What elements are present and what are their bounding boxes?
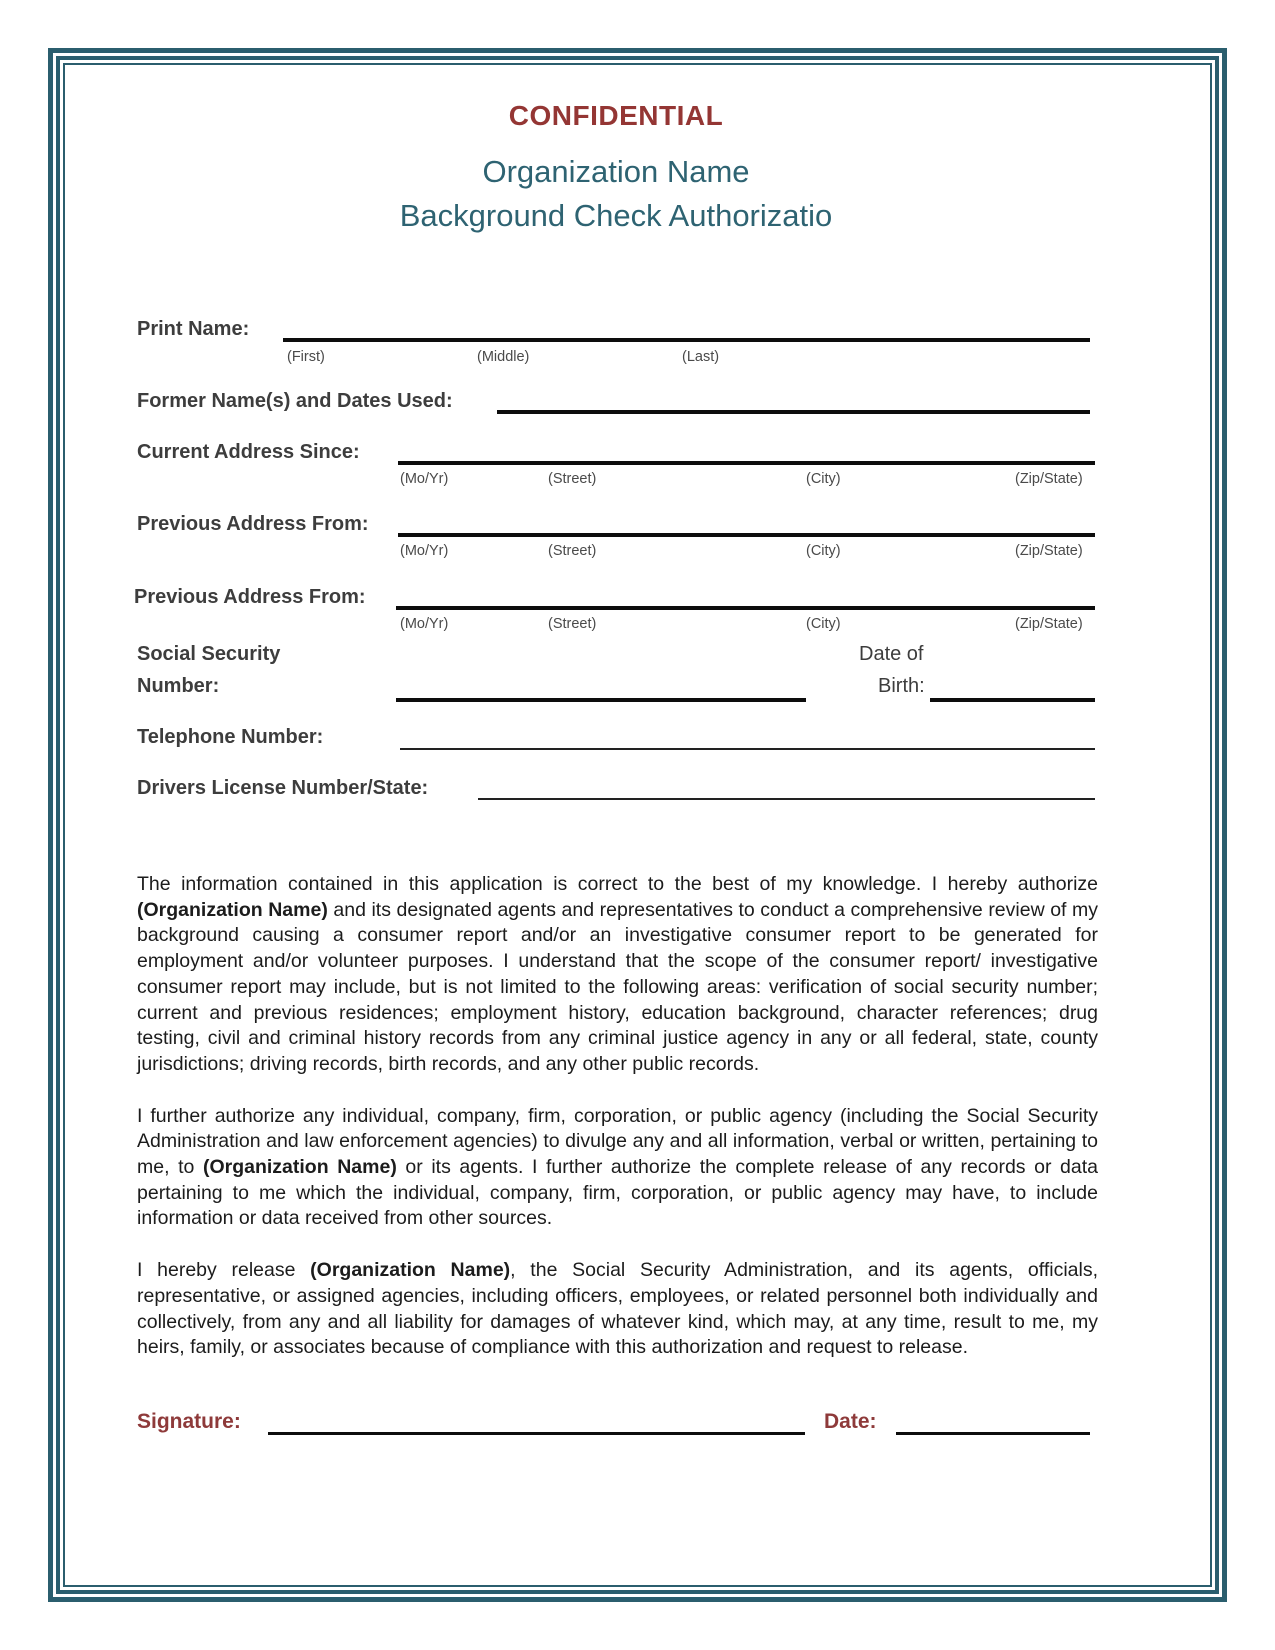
previous-address-2-street-sublabel: (Street) bbox=[548, 616, 597, 632]
ssn-label-line2: Number: bbox=[137, 675, 220, 697]
previous-address-2-blank[interactable] bbox=[396, 606, 1095, 610]
previous-address-1-label: Previous Address From: bbox=[137, 513, 369, 535]
confidential-heading: CONFIDENTIAL bbox=[508, 100, 724, 131]
telephone-blank[interactable] bbox=[400, 748, 1095, 750]
ssn-label-line1: Social Security bbox=[137, 643, 281, 665]
current-address-city-sublabel: (City) bbox=[806, 471, 841, 487]
dob-label-line2: Birth: bbox=[878, 675, 925, 697]
form-title: Background Check Authorizatio bbox=[399, 198, 833, 233]
authorization-text bbox=[137, 872, 1098, 1387]
dob-blank[interactable] bbox=[930, 698, 1095, 702]
print-name-middle-sublabel: (Middle) bbox=[477, 349, 530, 365]
former-names-label: Former Name(s) and Dates Used: bbox=[137, 390, 453, 412]
previous-address-2-label: Previous Address From: bbox=[134, 586, 366, 608]
signature-label: Signature: bbox=[137, 1410, 241, 1433]
drivers-license-label: Drivers License Number/State: bbox=[137, 777, 429, 799]
print-name-blank[interactable] bbox=[283, 338, 1090, 342]
former-names-blank[interactable] bbox=[497, 410, 1090, 414]
current-address-moyr-sublabel: (Mo/Yr) bbox=[400, 471, 449, 487]
previous-address-1-street-sublabel: (Street) bbox=[548, 543, 597, 559]
authorization-paragraph-2 bbox=[137, 1104, 1098, 1233]
authorization-paragraph-3 bbox=[137, 1258, 1098, 1361]
organization-name-title: Organization Name bbox=[482, 154, 750, 189]
previous-address-1-city-sublabel: (City) bbox=[806, 543, 841, 559]
current-address-blank[interactable] bbox=[398, 461, 1095, 465]
paragraph-3-post: , the Social Security Administration, and its agents, officials, representative, or assigned agencies, including officers, employees, or related personnel both individually and collectively, from any and all liability for damages of whatever kind, which may, at any time, result to me, my heirs, family, or associates because of compliance with this authorization and request to release. bbox=[137, 1259, 1098, 1359]
signature-blank[interactable] bbox=[268, 1432, 805, 1435]
print-name-label: Print Name: bbox=[137, 318, 250, 340]
paragraph-3-org-name-bold: (Organization Name) bbox=[310, 1259, 511, 1282]
previous-address-2-zipstate-sublabel: (Zip/State) bbox=[1015, 616, 1083, 632]
previous-address-2-moyr-sublabel: (Mo/Yr) bbox=[400, 616, 449, 632]
previous-address-1-zipstate-sublabel: (Zip/State) bbox=[1015, 543, 1083, 559]
paragraph-2-org-name-bold: (Organization Name) bbox=[202, 1156, 397, 1179]
paragraph-2-pre: I further authorize any individual, company, firm, corporation, or public agency (including the Social Security Administration and law enforcement agencies) to divulge any and all information, verbal or written, pertaining to me, to bbox=[137, 1104, 1098, 1179]
current-address-street-sublabel: (Street) bbox=[548, 471, 597, 487]
paragraph-3-pre: I hereby release bbox=[137, 1259, 311, 1282]
document-title bbox=[137, 150, 1095, 238]
previous-address-1-moyr-sublabel: (Mo/Yr) bbox=[400, 543, 449, 559]
ssn-blank[interactable] bbox=[396, 698, 806, 702]
paragraph-1-org-name-bold: (Organization Name) bbox=[137, 898, 328, 921]
print-name-last-sublabel: (Last) bbox=[682, 349, 720, 365]
previous-address-1-blank[interactable] bbox=[398, 533, 1095, 537]
print-name-first-sublabel: (First) bbox=[287, 349, 325, 365]
paragraph-1-pre: The information contained in this application is correct to the best of my knowledge. I hereby authorize bbox=[137, 873, 1098, 895]
paragraph-1-post: and its designated agents and representatives to conduct a comprehensive review of my background causing a consumer report and/or an investigative consumer report to be generated for employment and/or volunteer purposes. I understand that the scope of the consumer report/ investigative consumer report may include, but is not limited to the following areas: verification of social security number; current and previous residences; employment history, education background, character references; drug testing, civil and criminal history records from any criminal justice agency in any or all federal, state, county jurisdictions; driving records, birth records, and any other public records. bbox=[137, 898, 1099, 1075]
date-blank[interactable] bbox=[896, 1432, 1090, 1435]
dob-label-line1: Date of bbox=[859, 643, 924, 665]
authorization-paragraph-1 bbox=[137, 872, 1098, 1078]
current-address-zipstate-sublabel: (Zip/State) bbox=[1015, 471, 1083, 487]
paragraph-2-post: or its agents. I further authorize the complete release of any records or data pertaining to me which the individual, company, firm, corporation, or public agency may have, to include information or data received from other sources. bbox=[137, 1156, 1099, 1230]
drivers-license-blank[interactable] bbox=[478, 798, 1095, 800]
previous-address-2-city-sublabel: (City) bbox=[806, 616, 841, 632]
current-address-label: Current Address Since: bbox=[137, 441, 360, 463]
date-label: Date: bbox=[824, 1410, 877, 1433]
telephone-label: Telephone Number: bbox=[137, 726, 324, 748]
